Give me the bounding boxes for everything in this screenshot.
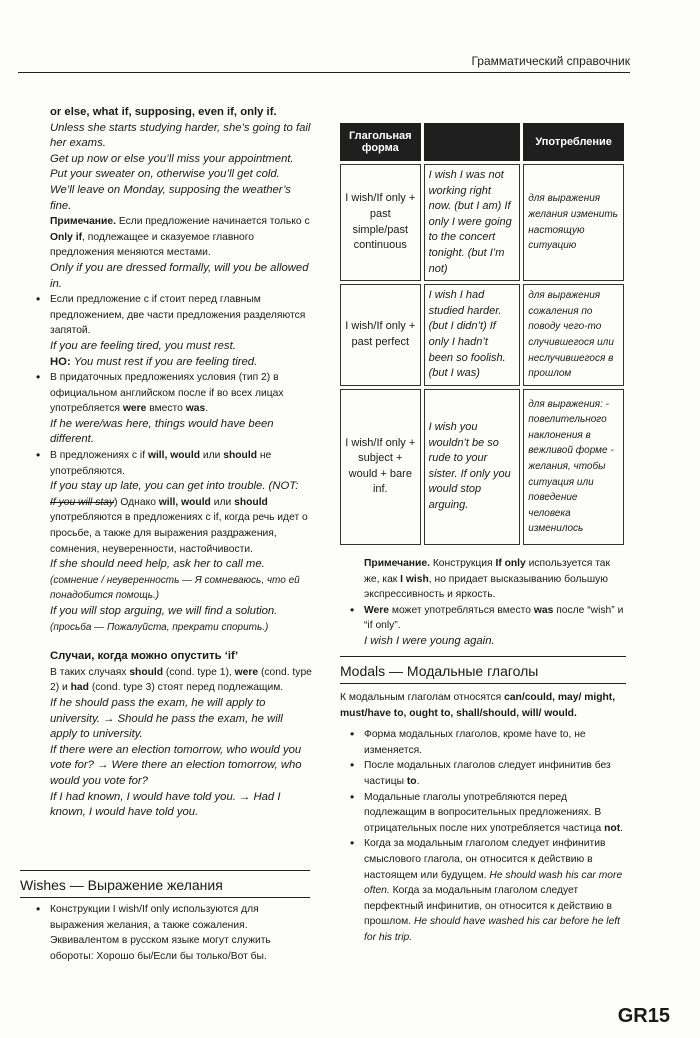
example-line: Only if you are dressed formally, will you be allowed in. bbox=[50, 261, 309, 290]
bullet-item: • В предложениях с if will, would или should не употребляются. bbox=[50, 448, 312, 479]
bullet-item: • Если предложение с if стоит перед главным предложением, две части предложения разделяются запятой. bbox=[50, 292, 312, 339]
bullet-item: • Модальные глаголы употребляются перед подлежащим в вопросительных предложениях. В отрицательных после них употребляется частица not. bbox=[364, 790, 626, 837]
table-row bbox=[340, 284, 624, 386]
example-line: If she should need help, ask her to call me. bbox=[50, 558, 265, 571]
example-line: We’ll leave on Monday, supposing the weather’s fine. bbox=[50, 183, 291, 212]
modals-body bbox=[340, 690, 626, 946]
wishes-body bbox=[50, 902, 312, 964]
bullet-item: • Конструкции I wish/If only используются для выражения желания, а также сожаления. Эквивалентом в русском языке могут служить обороты: Хорошо бы/Если бы только/Вот бы. bbox=[50, 902, 312, 964]
bullet-item: • Were может употребляться вместо was после “wish” и “if only”. bbox=[364, 603, 626, 634]
table-header: Употребление bbox=[523, 123, 624, 161]
page-header bbox=[18, 52, 630, 73]
example-line: НО: You must rest if you are feeling tired. bbox=[50, 355, 258, 368]
example-line: Put your sweater on, otherwise you’ll get cold. bbox=[50, 168, 280, 181]
left-column bbox=[50, 105, 312, 821]
table-cell: I wish I was not working right now. (but I am) If only I were going to the concert tonight. (but I’m not) bbox=[424, 164, 521, 281]
conjunction-list: or else, what if, supposing, even if, only if. bbox=[50, 106, 277, 118]
example-line: If you are feeling tired, you must rest. bbox=[50, 339, 236, 352]
table-cell: I wish/If only + subject + would + bare inf. bbox=[340, 389, 421, 545]
translation-note: (сомнение / неуверенность — Я сомневаюсь, что ей понадобится помощь.) bbox=[50, 574, 300, 602]
note-paragraph: Примечание. Конструкция If only используется так же, как I wish, но придает высказыванию большую экспрессивность и яркость. bbox=[364, 558, 611, 601]
table-header bbox=[424, 123, 521, 161]
header-title: Грамматический справочник bbox=[471, 54, 630, 68]
example-line: If I had known, I would have told you. → Had I known, I would have told you. bbox=[50, 790, 281, 819]
bullet-item: • В придаточных предложениях условия (тип 2) в официальном английском после if во всех лицах употребляется were вместо was. bbox=[50, 370, 312, 417]
table-row bbox=[340, 389, 624, 545]
table-cell: I wish you wouldn’t be so rude to your sister. If only you would stop arguing. bbox=[424, 389, 521, 545]
modals-section-title: Modals — Модальные глаголы bbox=[340, 656, 626, 684]
example-line: If you will stop arguing, we will find a solution. bbox=[50, 605, 278, 617]
example-line: Get up now or else you’ll miss your appointment. bbox=[50, 152, 294, 165]
cases-paragraph: В таких случаях should (cond. type 1), were (cond. type 2) и had (cond. type 3) стоят перед подлежащим. bbox=[50, 666, 312, 694]
cases-title: Случаи, когда можно опустить ‘if’ bbox=[50, 650, 239, 663]
wishes-table bbox=[337, 120, 627, 548]
table-cell: для выражения сожаления по поводу чего-то случившегося или неслучившегося в прошлом bbox=[523, 284, 624, 386]
bullet-item: • После модальных глаголов следует инфинитив без частицы to. bbox=[364, 758, 626, 789]
note-paragraph: Примечание. Если предложение начинается только с Only if, подлежащее и сказуемое главного предложения меняются местами. bbox=[50, 216, 310, 259]
table-row bbox=[340, 164, 624, 281]
right-notes bbox=[364, 556, 626, 650]
example-line: If he were/was here, things would have been different. bbox=[50, 417, 274, 446]
table-cell: I wish I had studied harder. (but I didn’t) If only I hadn’t been so foolish. (but I was) bbox=[424, 284, 521, 386]
note-paragraph: If you will stay) Однако will, would или should употребляются в предложениях с if, когда речь идет о просьбе, а также для выражения раздражения, сомнения, неуверенности, настойчивости. bbox=[50, 496, 308, 555]
table-cell: для выражения: - повелительного наклонения в вежливой форме - желания, чтобы ситуация или поведение человека изменилось bbox=[523, 389, 624, 545]
example-line: I wish I were young again. bbox=[364, 634, 495, 647]
example-line: If he should pass the exam, he will apply to university. → Should he pass the exam, he will apply to university. bbox=[50, 696, 283, 741]
bullet-item: • Когда за модальным глаголом следует инфинитив смыслового глагола, он относится к действию в настоящем или будущем. He should wash his car more often. Когда за модальным глаголом следует перфектный инфинитив, он относится к действию в прошлом. He should have washed his car before he left for his trip. bbox=[364, 836, 626, 945]
example-line: Unless she starts studying harder, she’s going to fail her exams. bbox=[50, 121, 311, 150]
page-number: GR15 bbox=[617, 1005, 670, 1027]
table-cell: I wish/If only + past simple/past continuous bbox=[340, 164, 421, 281]
table-cell: для выражения желания изменить настоящую ситуацию bbox=[523, 164, 624, 281]
table-header: Глагольная форма bbox=[340, 123, 421, 161]
bullet-item: • Форма модальных глаголов, кроме have to, не изменяется. bbox=[364, 727, 626, 758]
table-cell: I wish/If only + past perfect bbox=[340, 284, 421, 386]
translation-note: (просьба — Пожалуйста, прекрати спорить.) bbox=[50, 621, 269, 633]
wishes-section-title: Wishes — Выражение желания bbox=[20, 870, 310, 898]
example-line: If there were an election tomorrow, who would you vote for? → Were there an election tomorrow, who would you vote for? bbox=[50, 743, 302, 787]
modals-intro: К модальным глаголам относятся can/could, may/ might, must/have to, ought to, shall/should, will/ would. bbox=[340, 692, 616, 719]
example-line: If you stay up late, you can get into trouble. (NOT: bbox=[50, 480, 299, 493]
